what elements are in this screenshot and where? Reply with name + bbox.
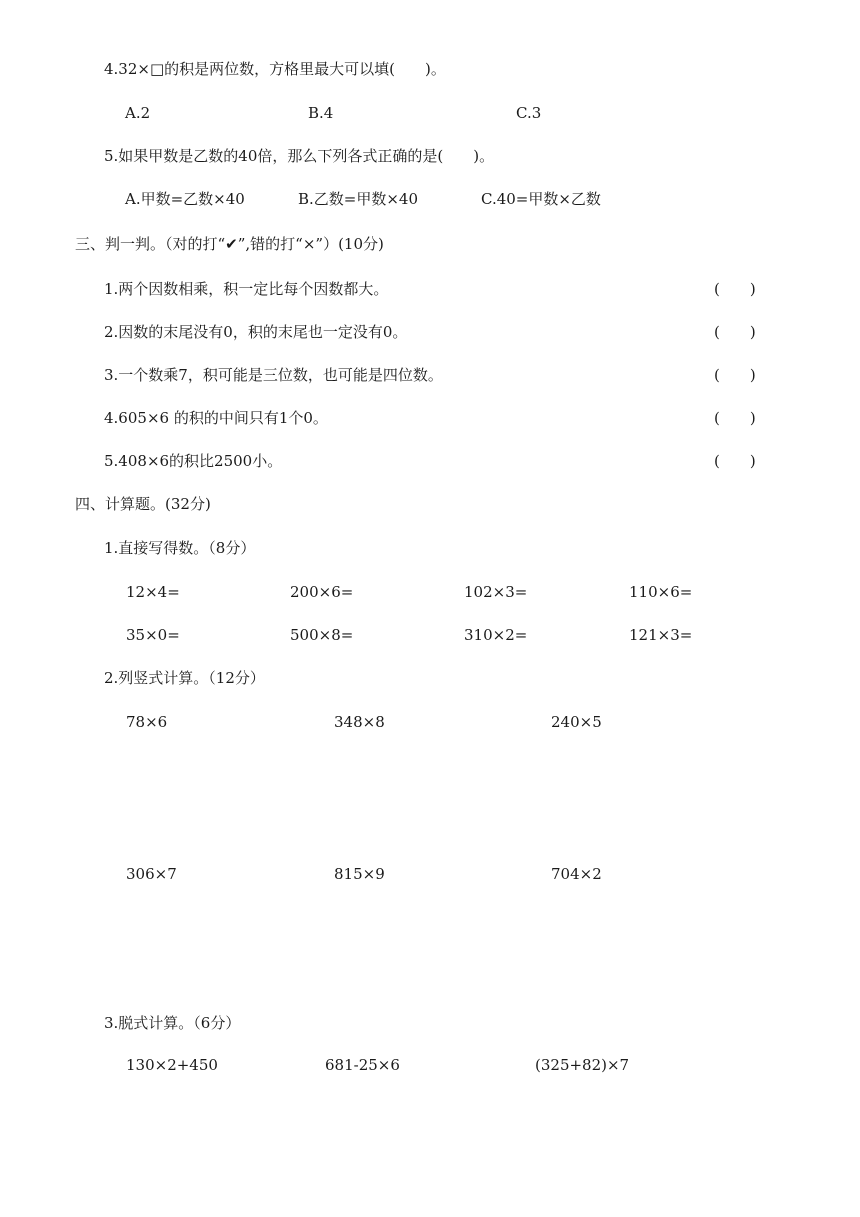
vertical-calc-2: 348×8 xyxy=(334,713,385,731)
question-4-option-b: B.4 xyxy=(308,104,334,122)
question-5-stem: 5.如果甲数是乙数的40倍，那么下列各式正确的是( )。 xyxy=(104,147,495,165)
question-4-stem: 4.32×□的积是两位数，方格里最大可以填( )。 xyxy=(104,60,446,78)
stepwise-calc-1: 130×2+450 xyxy=(126,1056,218,1074)
judge-item-3: 3.一个数乘7，积可能是三位数，也可能是四位数。 xyxy=(104,366,443,384)
vertical-calc-5: 815×9 xyxy=(334,865,385,883)
oral-calc-2: 200×6= xyxy=(290,583,354,601)
judge-item-4: 4.605×6 的积的中间只有1个0。 xyxy=(104,409,328,427)
section-4-heading: 四、计算题。(32分) xyxy=(75,495,211,513)
vertical-calc-6: 704×2 xyxy=(551,865,602,883)
question-5-option-c: C.40=甲数×乙数 xyxy=(481,190,601,208)
question-5-option-b: B.乙数=甲数×40 xyxy=(298,190,419,208)
judge-answer-blank-1[interactable]: ( ) xyxy=(714,280,756,298)
stepwise-calc-2: 681-25×6 xyxy=(325,1056,400,1074)
part-1-title: 1.直接写得数。（8分） xyxy=(104,539,256,557)
question-4-option-c: C.3 xyxy=(516,104,542,122)
oral-calc-5: 35×0= xyxy=(126,626,180,644)
part-2-title: 2.列竖式计算。（12分） xyxy=(104,669,265,687)
judge-answer-blank-3[interactable]: ( ) xyxy=(714,366,756,384)
oral-calc-6: 500×8= xyxy=(290,626,354,644)
judge-item-1: 1.两个因数相乘，积一定比每个因数都大。 xyxy=(104,280,389,298)
oral-calc-3: 102×3= xyxy=(464,583,528,601)
vertical-calc-4: 306×7 xyxy=(126,865,177,883)
judge-item-5: 5.408×6的积比2500小。 xyxy=(104,452,283,470)
section-3-heading: 三、判一判。（对的打“✔”,错的打“×”）(10分) xyxy=(75,235,384,253)
stepwise-calc-3: (325+82)×7 xyxy=(535,1056,630,1074)
oral-calc-8: 121×3= xyxy=(629,626,693,644)
oral-calc-4: 110×6= xyxy=(629,583,693,601)
part-3-title: 3.脱式计算。（6分） xyxy=(104,1014,241,1032)
vertical-calc-3: 240×5 xyxy=(551,713,602,731)
vertical-calc-1: 78×6 xyxy=(126,713,168,731)
judge-answer-blank-4[interactable]: ( ) xyxy=(714,409,756,427)
oral-calc-1: 12×4= xyxy=(126,583,180,601)
question-4-option-a: A.2 xyxy=(125,104,151,122)
judge-item-2: 2.因数的末尾没有0，积的末尾也一定没有0。 xyxy=(104,323,408,341)
oral-calc-7: 310×2= xyxy=(464,626,528,644)
question-5-option-a: A.甲数=乙数×40 xyxy=(125,190,245,208)
judge-answer-blank-2[interactable]: ( ) xyxy=(714,323,756,341)
judge-answer-blank-5[interactable]: ( ) xyxy=(714,452,756,470)
